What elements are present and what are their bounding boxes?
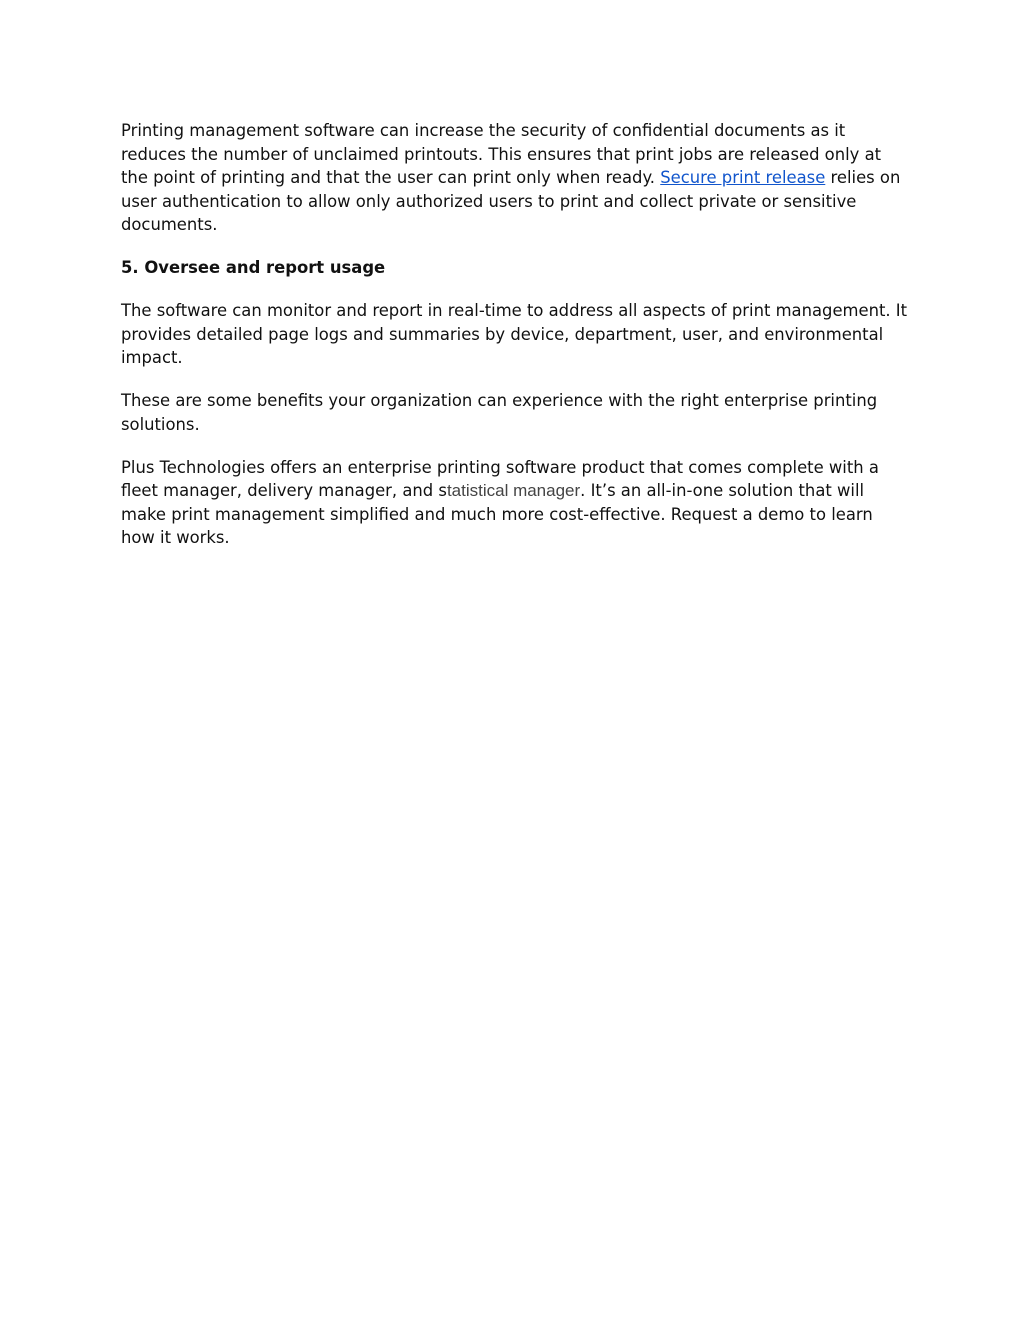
- paragraph-plus-text-1: Plus Technologies offers an enterprise printing software product that comes complete with a fleet manager, delivery manager, and s: [121, 457, 879, 500]
- statistical-manager-text: tatistical manager: [446, 481, 581, 500]
- paragraph-benefits: These are some benefits your organization can experience with the right enterprise printing solutions.: [121, 391, 878, 434]
- paragraph-security-text-2: relies on user authentication to allow only authorized users to print and collect private or sensitive documents.: [121, 168, 901, 234]
- paragraph-monitor: The software can monitor and report in real-time to address all aspects of print management. It provides detailed page logs and summaries by device, department, user, and environmental impact.: [121, 301, 908, 367]
- paragraph-plus-text-2: . It’s an all-in-one solution that will make print management simplified and much more cost-effective. Request a demo to learn how it works.: [121, 481, 873, 547]
- secure-print-release-link[interactable]: Secure print release: [660, 168, 826, 187]
- document-page: [121, 119, 911, 569]
- section-heading: 5. Oversee and report usage: [121, 258, 386, 277]
- paragraph-security: [121, 119, 911, 237]
- paragraph-plus-technologies: [121, 456, 911, 550]
- paragraph-security-text-1: Printing management software can increase the security of confidential documents as it reduces the number of unclaimed printouts. This ensures that print jobs are released only at the point of printing and that the user can print only when ready.: [121, 121, 882, 187]
